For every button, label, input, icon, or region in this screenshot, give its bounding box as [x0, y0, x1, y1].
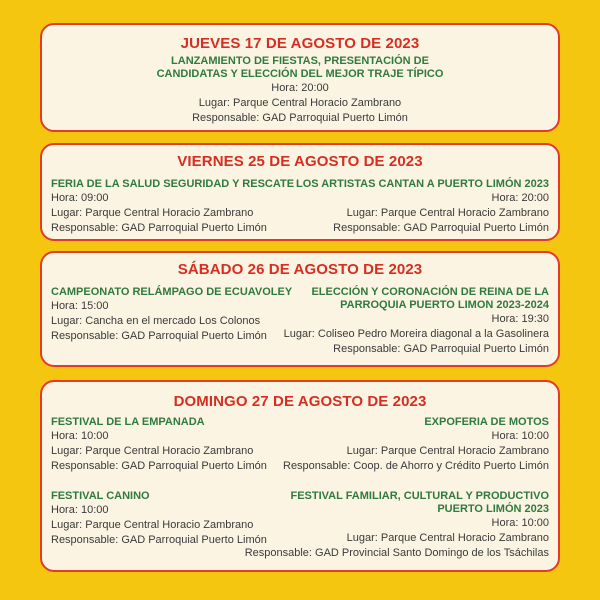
card-jueves-title: JUEVES 17 DE AGOSTO DE 2023: [180, 35, 420, 52]
event-responsable: Responsable: GAD Parroquial Puerto Limón: [51, 460, 267, 472]
event-lugar: Lugar: Parque Central Horacio Zambrano: [51, 445, 254, 457]
event-title: FESTIVAL DE LA EMPANADA: [51, 416, 205, 428]
event-festival-canino: [51, 490, 267, 548]
event-lugar: Lugar: Parque Central Horacio Zambrano: [346, 445, 549, 457]
event-title-line: ELECCIÓN Y CORONACIÓN DE REINA DE LA: [311, 286, 549, 298]
event-title-line: FESTIVAL FAMILIAR, CULTURAL Y PRODUCTIVO: [290, 490, 549, 502]
event-title: LOS ARTISTAS CANTAN A PUERTO LIMÓN 2023: [295, 178, 549, 190]
event-title: FERIA DE LA SALUD SEGURIDAD Y RESCATE: [51, 178, 295, 190]
event-responsable: Responsable: GAD Parroquial Puerto Limón: [51, 222, 267, 234]
event-artistas-cantan: [296, 178, 549, 236]
event-responsable: Responsable: GAD Provincial Santo Domingo de los Tsáchilas: [244, 547, 549, 559]
event-hora: Hora: 09:00: [51, 192, 109, 204]
event-title-line: PUERTO LIMÓN 2023: [437, 503, 549, 515]
event-responsable: Responsable: GAD Parroquial Puerto Limón: [51, 534, 267, 546]
card-viernes: [40, 143, 560, 241]
event-hora: Hora: 10:00: [491, 517, 549, 529]
card-sabado-title: SÁBADO 26 DE AGOSTO DE 2023: [177, 261, 423, 278]
event-ecuavoley: [51, 286, 292, 344]
event-hora: Hora: 10:00: [491, 430, 549, 442]
event-hora: Hora: 10:00: [51, 504, 109, 516]
event-lugar: Lugar: Parque Central Horacio Zambrano: [346, 207, 549, 219]
event-title: EXPOFERIA DE MOTOS: [424, 416, 549, 428]
event-responsable: Responsable: GAD Parroquial Puerto Limón: [333, 343, 549, 355]
event-empanada: [51, 416, 267, 474]
card-jueves: [40, 23, 560, 132]
event-title-line: LANZAMIENTO DE FIESTAS, PRESENTACIÓN DE: [171, 55, 429, 67]
card-domingo: [40, 380, 560, 572]
event-hora: Hora: 19:30: [491, 313, 549, 325]
card-domingo-title: DOMINGO 27 DE AGOSTO DE 2023: [173, 393, 427, 410]
event-title: CAMPEONATO RELÁMPAGO DE ECUAVOLEY: [51, 286, 293, 298]
event-lugar: Lugar: Parque Central Horacio Zambrano: [346, 532, 549, 544]
event-hora: Hora: 15:00: [51, 300, 109, 312]
event-hora: Hora: 20:00: [271, 82, 329, 94]
event-feria-salud: [51, 178, 294, 236]
event-lanzamiento: [42, 55, 558, 126]
event-hora: Hora: 10:00: [51, 430, 109, 442]
event-responsable: Responsable: Coop. de Ahorro y Crédito Puerto Limón: [283, 460, 549, 472]
event-eleccion-reina: [284, 286, 549, 357]
event-expoferia-motos: [283, 416, 549, 474]
event-responsable: Responsable: GAD Parroquial Puerto Limón: [333, 222, 549, 234]
event-lugar: Lugar: Parque Central Horacio Zambrano: [51, 207, 254, 219]
event-responsable: Responsable: GAD Parroquial Puerto Limón: [192, 112, 408, 124]
event-lugar: Lugar: Parque Central Horacio Zambrano: [51, 519, 254, 531]
event-title: FESTIVAL CANINO: [51, 490, 150, 502]
event-lugar: Lugar: Coliseo Pedro Moreira diagonal a la Gasolinera: [283, 328, 549, 340]
event-title-line: CANDIDATAS Y ELECCIÓN DEL MEJOR TRAJE TÍPICO: [156, 68, 444, 80]
event-title-line: PARROQUIA PUERTO LIMON 2023-2024: [340, 299, 549, 311]
event-lugar: Lugar: Cancha en el mercado Los Colonos: [51, 315, 261, 327]
card-viernes-title: VIERNES 25 DE AGOSTO DE 2023: [177, 153, 423, 170]
event-hora: Hora: 20:00: [491, 192, 549, 204]
event-festival-familiar: [245, 490, 549, 561]
event-responsable: Responsable: GAD Parroquial Puerto Limón: [51, 330, 267, 342]
card-sabado: [40, 251, 560, 367]
event-lugar: Lugar: Parque Central Horacio Zambrano: [198, 97, 402, 109]
